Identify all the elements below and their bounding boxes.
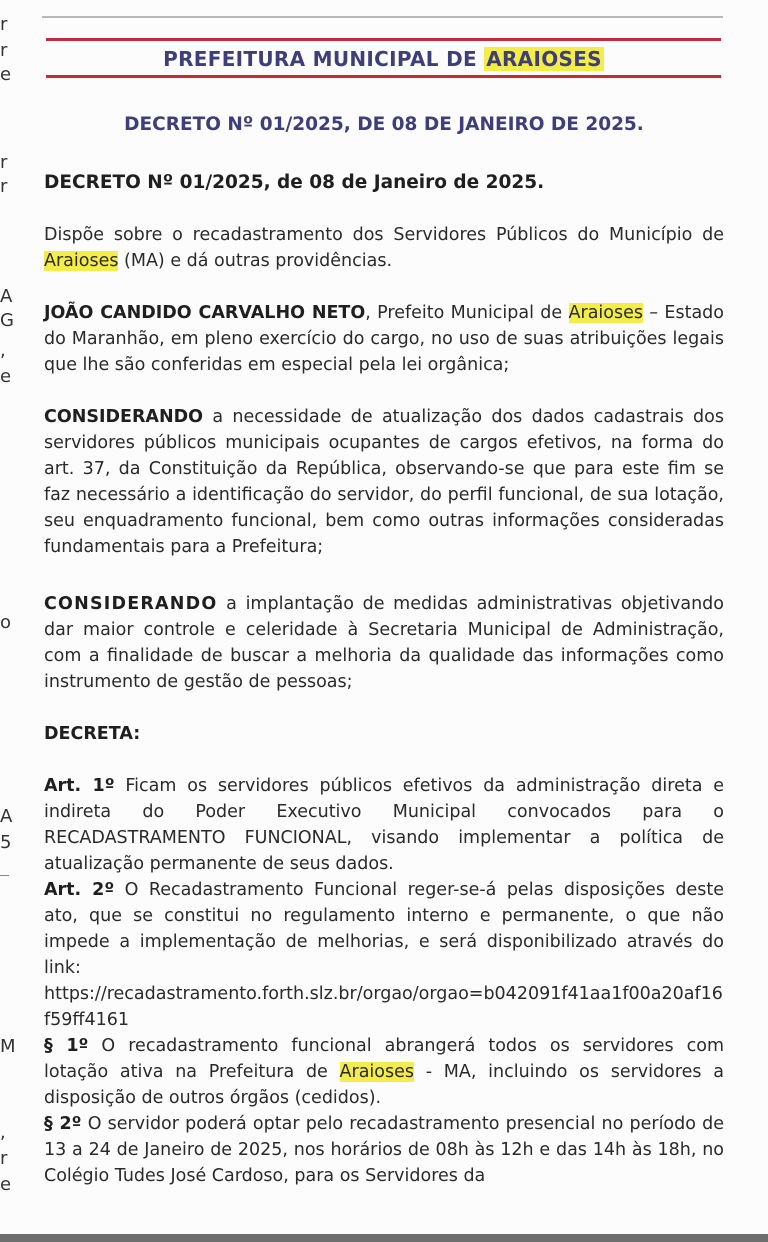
highlighted-term: Araioses <box>568 303 643 323</box>
margin-fragment: r <box>0 176 8 197</box>
considerando-label: CONSIDERANDO <box>44 407 204 427</box>
margin-fragment: r <box>0 1148 8 1169</box>
paragraph-text: O recadastramento funcional abrangerá todos os servidores com lotação ativa na Prefeitura de <box>44 1036 724 1082</box>
margin-fragment: e <box>0 1174 12 1195</box>
paragraph-1 <box>44 1033 724 1111</box>
header-bottom-rule <box>46 75 721 78</box>
article-text: O Recadastramento Funcional reger-se-á pelas disposições deste ato, que se constitui no regulamento interno e permanente, o que não impede a implementação de melhorias, e será disponibilizado através do link: <box>44 880 725 978</box>
article-text: Ficam os servidores públicos efetivos da administração direta e indireta do Poder Executivo Municipal convocados para o RECADASTRAMENTO FUNCIONAL, visando implementar a política de atualização permanente de seus dados. <box>44 776 724 874</box>
paragraph-label: § 1º <box>44 1036 89 1056</box>
considerando-text: a necessidade de atualização dos dados cadastrais dos servidores públicos municipais ocupantes de cargos efetivos, na forma do art. 37, da Constituição da República, observando-se que para este fim se faz necessário a identificação do servidor, do perfil funcional, de sua lotação, seu enquadramento funcional, bem como outras informações consideradas fundamentais para a Prefeitura; <box>44 407 724 557</box>
highlighted-term: Araioses <box>339 1062 415 1082</box>
highlighted-term: Araioses <box>44 251 119 271</box>
recadastramento-link[interactable]: https://recadastramento.forth.slz.br/orgao/orgao=b042091f41aa1f00a20af16f59ff4161 <box>44 984 723 1030</box>
ementa-text: (MA) e dá outras providências. <box>118 251 393 271</box>
margin-fragment: e <box>0 366 12 387</box>
margin-rule <box>0 875 9 876</box>
bottom-scroll-edge <box>0 1234 768 1242</box>
article-label: Art. 2º <box>44 880 115 900</box>
organization-title-prefix: PREFEITURA MUNICIPAL DE <box>163 47 485 71</box>
margin-fragment: r <box>0 152 8 173</box>
decree-subtitle: DECRETO Nº 01/2025, DE 08 DE JANEIRO DE 2025. <box>124 114 644 135</box>
prefeito-name: JOÃO CANDIDO CARVALHO NETO <box>44 303 366 323</box>
highlighted-term: ARAIOSES <box>486 47 602 71</box>
document-body <box>44 170 724 1189</box>
margin-fragment: A <box>0 806 13 827</box>
top-divider <box>42 16 723 18</box>
considerando-paragraph-2 <box>44 591 724 695</box>
margin-fragment: r <box>0 40 8 61</box>
decreta-heading <box>44 721 724 747</box>
margin-fragment: A <box>0 286 13 307</box>
article-2 <box>44 877 724 981</box>
document-header <box>46 38 721 80</box>
paragraph-label: § 2º <box>44 1114 82 1134</box>
margin-fragment: o <box>0 612 12 633</box>
article-label: Art. 1º <box>44 776 115 796</box>
ementa-paragraph <box>44 222 724 274</box>
margin-fragment: r <box>0 14 8 35</box>
organization-title <box>46 47 721 71</box>
margin-fragment: G <box>0 310 14 331</box>
margin-fragment: e <box>0 64 12 85</box>
considerando-text: a implantação de medidas administrativas objetivando dar maior controle e celeridade à Secretaria Municipal de Administração, com a finalidade de buscar a melhoria da qualidade das informações como instrumento de gestão de pessoas; <box>44 594 724 692</box>
considerando-label: CONSIDERANDO <box>44 594 218 614</box>
paragraph-2 <box>44 1111 724 1189</box>
prefeito-paragraph <box>44 300 724 378</box>
paragraph-text: O servidor poderá optar pelo recadastramento presencial no período de 13 a 24 de Janeiro de 2025, nos horários de 08h às 12h e das 14h às 18h, no Colégio Tudes José Cardoso, para os Servidores da <box>44 1114 725 1186</box>
margin-fragment: , <box>0 340 6 361</box>
margin-fragment: 5 <box>0 832 12 853</box>
decree-line: DECRETO Nº 01/2025, de 08 de Janeiro de 2025. <box>44 172 545 193</box>
ementa-text: Dispõe sobre o recadastramento dos Servidores Públicos do Município de <box>44 225 724 245</box>
decreta-label: DECRETA: <box>44 724 141 744</box>
margin-fragment: M <box>0 1036 16 1057</box>
header-top-rule <box>46 38 721 41</box>
prefeito-text: , Prefeito Municipal de <box>365 303 569 323</box>
considerando-paragraph-1 <box>44 404 724 560</box>
prefeito-text: – Estado do Maranhão, em pleno exercício do cargo, no uso de suas atribuições legais que lhe são conferidas em especial pela lei orgânica; <box>44 303 724 375</box>
left-margin-fragments <box>0 0 14 1242</box>
paragraph-text: - MA, incluindo os servidores a disposição de outros órgãos (cedidos). <box>44 1062 724 1108</box>
margin-fragment: , <box>0 1122 6 1143</box>
article-1 <box>44 773 724 877</box>
